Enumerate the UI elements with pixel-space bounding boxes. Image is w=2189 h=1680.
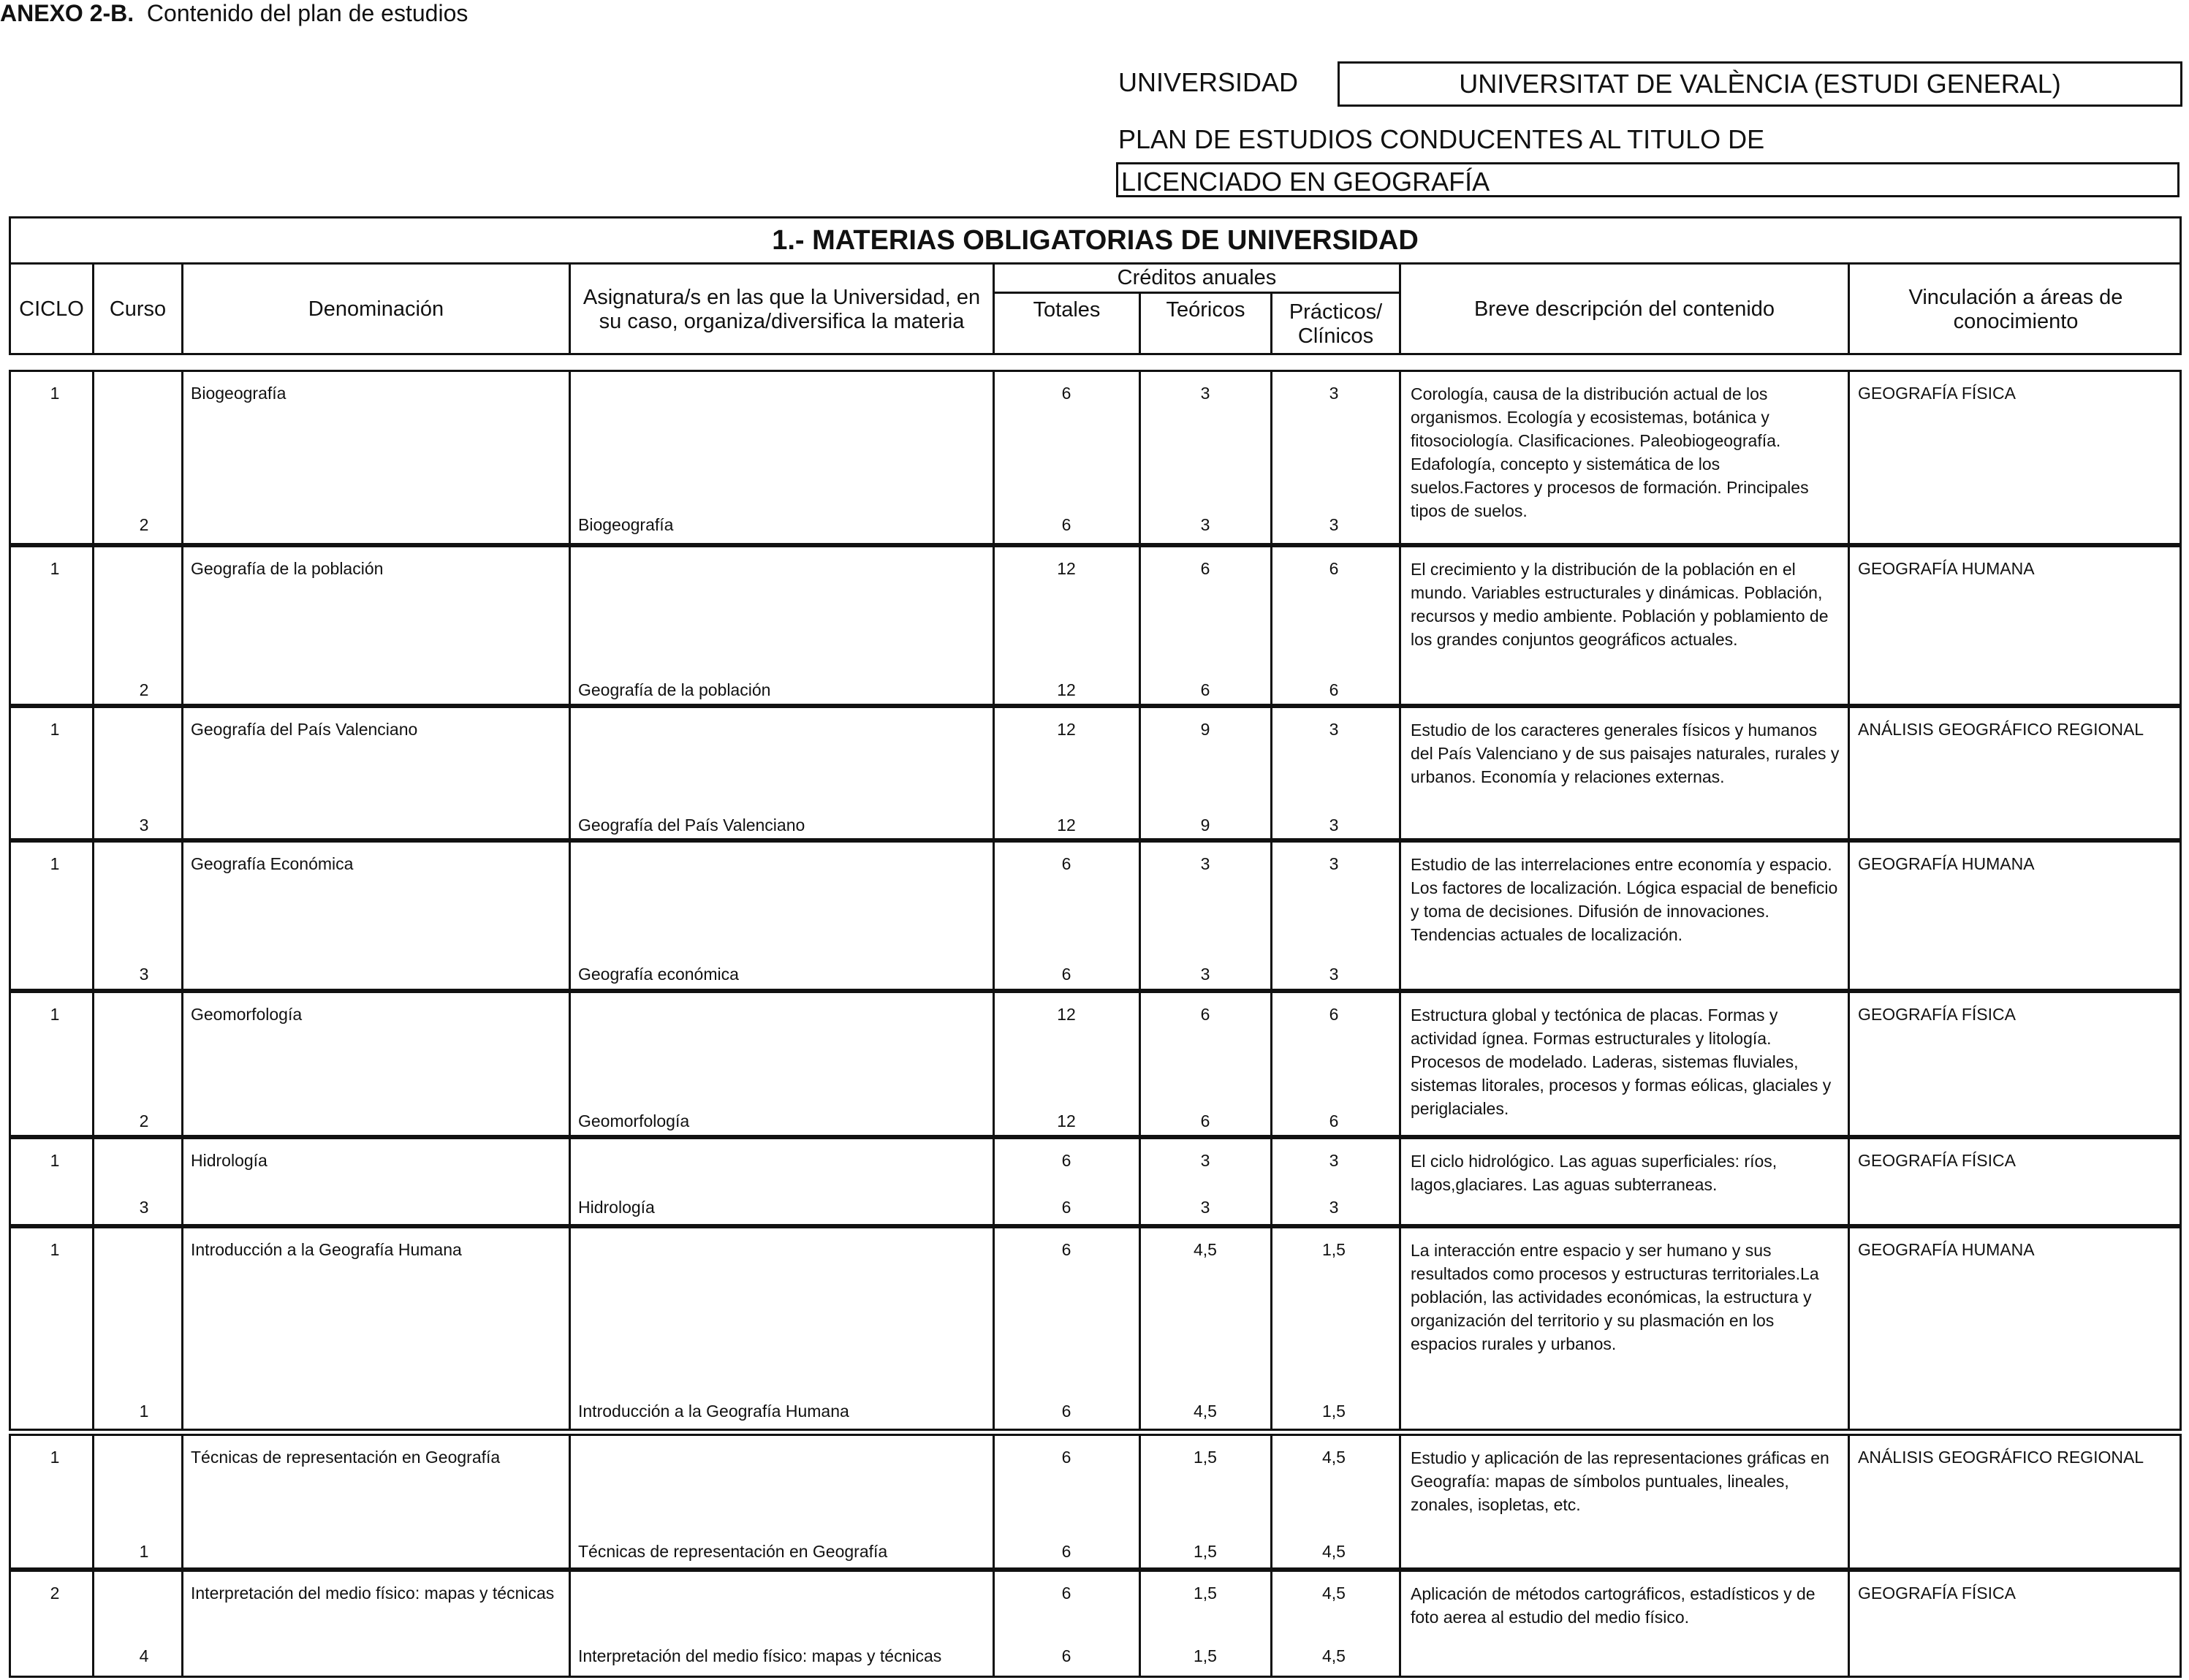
curso-value: 3 [139,965,149,984]
descripcion-value: La interacción entre espacio y ser humano y sus resultados como procesos y estructuras territoriales.La población, las actividades económicas, la estructura y organización del territorio y su plasmación en los espacios rurales y urbanos. [1411,1241,1819,1353]
area-value: GEOGRAFÍA FÍSICA [1858,1151,2016,1170]
curso-value: 2 [139,515,149,534]
asignatura-value: Geografía económica [578,965,739,984]
ciclo-value: 1 [50,1005,60,1024]
subject-row [9,706,2182,840]
header-practicos: Prácticos/ Clínicos [1289,300,1383,348]
denominacion-value: Introducción a la Geografía Humana [191,1240,462,1259]
asignatura-value: Geomorfología [578,1111,690,1130]
asignatura-value: Geografía del País Valenciano [578,816,805,835]
totales-value: 6 [1061,1151,1071,1170]
descripcion-value: Estudio y aplicación de las representaciones gráficas en Geografía: mapas de símbolos puntuales, lineales, zonales, isopletas, etc. [1411,1448,1829,1514]
asignatura-value: Técnicas de representación en Geografía [578,1542,888,1561]
practicos-value: 6 [1329,1005,1339,1024]
ciclo-value: 1 [50,1151,60,1170]
header-denominacion: Denominación [308,297,444,322]
practicos-value: 3 [1329,965,1339,984]
totales-value: 6 [1061,854,1071,873]
totales-value: 12 [1057,816,1076,835]
practicos-value: 4,5 [1322,1448,1346,1467]
header-vinculacion: Vinculación a áreas de conocimiento [1908,285,2123,333]
area-value: GEOGRAFÍA FÍSICA [1858,384,2016,403]
teoricos-value: 6 [1200,1005,1210,1024]
practicos-value: 1,5 [1322,1240,1346,1259]
teoricos-value: 3 [1200,515,1210,534]
totales-value: 12 [1057,680,1076,699]
plan-label: PLAN DE ESTUDIOS CONDUCENTES AL TITULO DE [1118,124,1765,154]
denominacion-value: Geografía del País Valenciano [191,720,418,739]
annex-text: Contenido del plan de estudios [146,0,468,26]
curso-value: 3 [139,816,149,835]
denominacion-value: Geomorfología [191,1005,303,1024]
header-creditos: Créditos anuales [1117,265,1277,289]
denominacion-value: Geografía Económica [191,854,354,873]
descripcion-value: Aplicación de métodos cartográficos, estadísticos y de foto aerea al estudio del medio físico. [1411,1584,1816,1627]
ciclo-value: 1 [50,384,60,403]
subject-row [9,1434,2182,1570]
annex-heading [0,0,468,27]
totales-value: 6 [1061,965,1071,984]
descripcion-value: El crecimiento y la distribución de la población en el mundo. Variables estructurales y dinámicas. Población, recursos y medio ambiente. Población y poblamiento de los grandes conjuntos geográficos actuales. [1411,560,1829,649]
asignatura-value: Biogeografía [578,515,674,534]
table-header [9,216,2182,355]
teoricos-value: 1,5 [1194,1448,1217,1467]
subject-row [9,545,2182,706]
teoricos-value: 6 [1200,1111,1210,1130]
teoricos-value: 3 [1200,1151,1210,1170]
header-curso: Curso [109,297,167,322]
denominacion-value: Hidrología [191,1151,268,1170]
practicos-value: 3 [1329,854,1339,873]
denominacion-value: Biogeografía [191,384,287,403]
teoricos-value: 3 [1200,1198,1210,1217]
teoricos-value: 4,5 [1194,1402,1217,1421]
denominacion-value: Técnicas de representación en Geografía [191,1448,501,1467]
universidad-label: UNIVERSIDAD [1118,67,1299,97]
practicos-value: 6 [1329,1111,1339,1130]
denominacion-value: Geografía de la población [191,559,384,578]
subject-row [9,991,2182,1137]
header-ciclo: CICLO [19,297,84,322]
totales-value: 12 [1057,1111,1076,1130]
header-asignatura: Asignatura/s en las que la Universidad, en su caso, organiza/diversifica la materia [583,285,981,333]
teoricos-value: 1,5 [1194,1542,1217,1561]
totales-value: 6 [1061,1240,1071,1259]
teoricos-value: 4,5 [1194,1240,1217,1259]
descripcion-value: Estudio de los caracteres generales físicos y humanos del País Valenciano y de sus paisajes naturales, rurales y urbanos. Economía y relaciones externas. [1411,721,1840,786]
curso-value: 1 [139,1402,149,1421]
subject-row [9,1137,2182,1226]
area-value: GEOGRAFÍA HUMANA [1858,1240,2035,1259]
teoricos-value: 3 [1200,854,1210,873]
ciclo-value: 2 [50,1584,60,1603]
titulo-value: LICENCIADO EN GEOGRAFÍA [1116,162,2179,197]
header-descripcion: Breve descripción del contenido [1473,297,1775,322]
universidad-value: UNIVERSITAT DE VALÈNCIA (ESTUDI GENERAL) [1338,61,2182,107]
descripcion-value: Corología, causa de la distribución actual de los organismos. Ecología y ecosistemas, botánica y fitosociología. Clasificaciones. Paleobiogeografía. Edafología, concepto y sistemática de los suelos.Factores y procesos de formación. Principales tipos de suelos. [1411,384,1809,520]
subject-row [9,1226,2182,1431]
asignatura-value: Geografía de la población [578,680,771,699]
curso-value: 1 [139,1542,149,1561]
descripcion-value: Estudio de las interrelaciones entre economía y espacio. Los factores de localización. Lógica espacial de beneficio y toma de decisiones. Difusión de innovaciones. Tendencias actuales de localización. [1411,855,1838,944]
curso-value: 2 [139,680,149,699]
teoricos-value: 1,5 [1194,1646,1217,1665]
ciclo-value: 1 [50,854,60,873]
descripcion-value: El ciclo hidrológico. Las aguas superficiales: ríos, lagos,glaciares. Las aguas subterraneas. [1411,1152,1778,1194]
ciclo-value: 1 [50,1448,60,1467]
totales-value: 6 [1061,384,1071,403]
totales-value: 6 [1061,1646,1071,1665]
totales-value: 12 [1057,559,1076,578]
teoricos-value: 3 [1200,384,1210,403]
denominacion-value: Interpretación del medio físico: mapas y técnicas [191,1584,555,1603]
ciclo-value: 1 [50,720,60,739]
totales-value: 12 [1057,1005,1076,1024]
teoricos-value: 9 [1200,720,1210,739]
ciclo-value: 1 [50,559,60,578]
practicos-value: 4,5 [1322,1584,1346,1603]
practicos-value: 3 [1329,515,1339,534]
teoricos-value: 1,5 [1194,1584,1217,1603]
practicos-value: 6 [1329,680,1339,699]
subject-row [9,840,2182,991]
area-value: GEOGRAFÍA FÍSICA [1858,1584,2016,1603]
ciclo-value: 1 [50,1240,60,1259]
curso-value: 4 [139,1646,149,1665]
area-value: GEOGRAFÍA FÍSICA [1858,1005,2016,1024]
practicos-value: 3 [1329,384,1339,403]
practicos-value: 4,5 [1322,1646,1346,1665]
totales-value: 6 [1061,1448,1071,1467]
practicos-value: 3 [1329,816,1339,835]
subject-row [9,370,2182,545]
area-value: GEOGRAFÍA HUMANA [1858,559,2035,578]
practicos-value: 4,5 [1322,1542,1346,1561]
descripcion-value: Estructura global y tectónica de placas. Formas y actividad ígnea. Formas estructurales y litología. Procesos de modelado. Laderas, sistemas fluviales, sistemas litorales, procesos y formas eólicas, glaciales y periglaciales. [1411,1006,1832,1118]
asignatura-value: Interpretación del medio físico: mapas y técnicas [578,1646,942,1665]
totales-value: 6 [1061,1584,1071,1603]
area-value: ANÁLISIS GEOGRÁFICO REGIONAL [1858,720,2144,739]
practicos-value: 6 [1329,559,1339,578]
totales-value: 6 [1061,515,1071,534]
annex-number: ANEXO 2-B. [0,0,134,26]
practicos-value: 3 [1329,1151,1339,1170]
practicos-value: 1,5 [1322,1402,1346,1421]
asignatura-value: Introducción a la Geografía Humana [578,1402,849,1421]
practicos-value: 3 [1329,1198,1339,1217]
totales-value: 6 [1061,1542,1071,1561]
totales-value: 6 [1061,1402,1071,1421]
header-totales: Totales [1033,298,1101,322]
subject-row [9,1570,2182,1678]
totales-value: 6 [1061,1198,1071,1217]
teoricos-value: 3 [1200,965,1210,984]
header-teoricos: Teóricos [1166,298,1245,322]
asignatura-value: Hidrología [578,1198,655,1217]
area-value: ANÁLISIS GEOGRÁFICO REGIONAL [1858,1448,2144,1467]
table-title: 1.- MATERIAS OBLIGATORIAS DE UNIVERSIDAD [11,218,2179,265]
teoricos-value: 6 [1200,680,1210,699]
curso-value: 2 [139,1111,149,1130]
curso-value: 3 [139,1198,149,1217]
practicos-value: 3 [1329,720,1339,739]
teoricos-value: 6 [1200,559,1210,578]
teoricos-value: 9 [1200,816,1210,835]
area-value: GEOGRAFÍA HUMANA [1858,854,2035,873]
totales-value: 12 [1057,720,1076,739]
